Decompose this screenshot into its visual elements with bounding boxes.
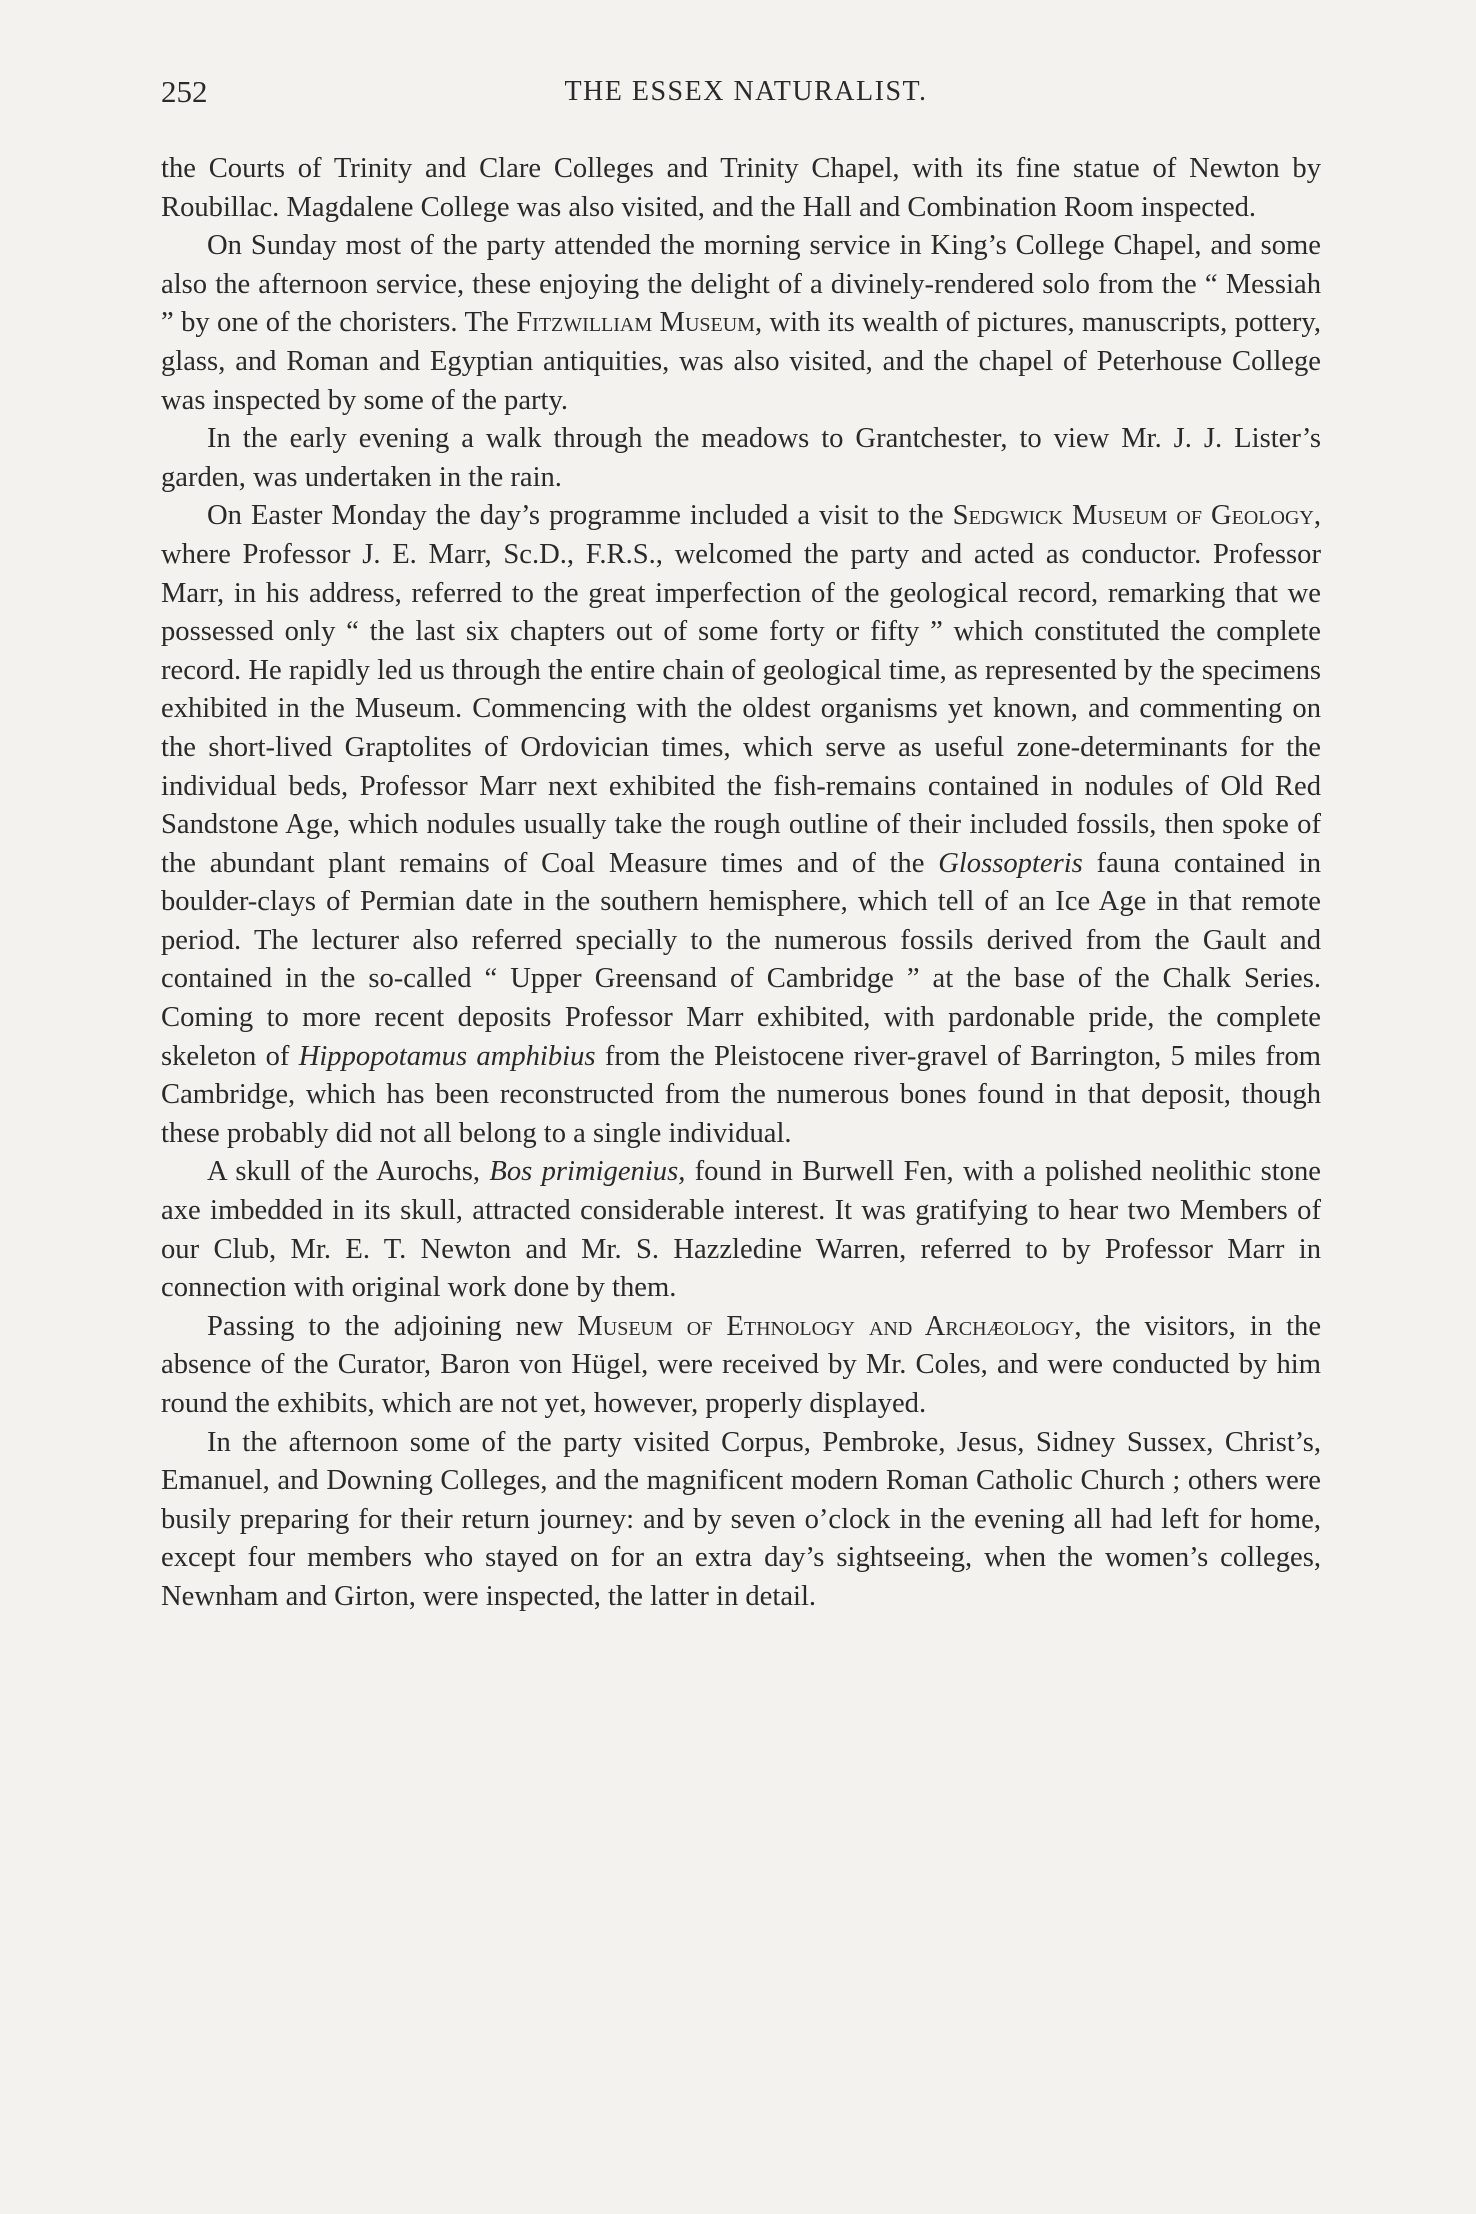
paragraph-2-text-a: On Sunday most of the party attended the morning service in King’s College Chapel, and some also the afternoon service, these enjoying the delight of a divinely-rendered solo from the “ Messiah ” by one of the choristers. The bbox=[161, 230, 1321, 339]
running-title: THE ESSEX NATURALIST. bbox=[564, 76, 928, 107]
page-header bbox=[161, 74, 1321, 114]
article-body bbox=[161, 150, 1321, 1617]
paragraph-2 bbox=[161, 227, 1321, 420]
glossopteris-name: Glossopteris bbox=[938, 847, 1083, 879]
paragraph-5-text-b: found in Burwell Fen, with a polished neolithic stone axe imbedded in its skull, attracted considerable interest. It was gratifying to hear two Members of our Club, Mr. E. T. Newton and Mr. S. Hazzledine Warren, referred to by Professor Marr in connection with original work done by them. bbox=[161, 1156, 1321, 1304]
paragraph-6-text-b: , the visitors, in the absence of the Curator, Baron von Hügel, were received by Mr. Coles, and were conducted by him round the exhibits, which are not yet, however, properly displayed. bbox=[161, 1310, 1322, 1419]
paragraph-1: the Courts of Trinity and Clare Colleges and Trinity Chapel, with its fine statue of Newton by Roubillac. Magdalene College was also visited, and the Hall and Combination Room inspected. bbox=[161, 153, 1321, 223]
ethnology-museum-name: Museum of Ethnology and Archæology bbox=[577, 1310, 1075, 1342]
paragraph-7: In the afternoon some of the party visited Corpus, Pembroke, Jesus, Sidney Sussex, Christ’s, Emanuel, and Downing Colleges, and the magnificent modern Roman Catholic Church ; others were busily preparing for their return journey: and by seven o’clock in the evening all had left for home, except four members who stayed on for an extra day’s sightseeing, when the women’s colleges, Newnham and Girton, were inspected, the latter in detail. bbox=[161, 1426, 1321, 1612]
paragraph-6 bbox=[161, 1308, 1321, 1424]
sedgwick-museum-name: Sedgwick Museum of Geology bbox=[952, 500, 1314, 532]
page-number: 252 bbox=[161, 74, 208, 109]
paragraph-4-text-d: from the Pleistocene river-gravel of Barrington, 5 miles from Cambridge, which has been reconstructed from the numerous bones found in that deposit, though these probably did not all belong to a single individual. bbox=[161, 1040, 1321, 1149]
fitzwilliam-museum-name: Fitzwilliam Museum bbox=[516, 307, 755, 339]
paragraph-4-text-a: On Easter Monday the day’s programme included a visit to the bbox=[207, 500, 953, 532]
paragraph-6-text-a: Passing to the adjoining new bbox=[207, 1310, 578, 1342]
bos-primigenius-name: Bos primigenius, bbox=[489, 1156, 686, 1188]
paragraph-3: In the early evening a walk through the meadows to Grantchester, to view Mr. J. J. Lister’s garden, was undertaken in the rain. bbox=[161, 423, 1321, 493]
paragraph-4-text-c: fauna contained in boulder-clays of Permian date in the southern hemisphere, which tell of an Ice Age in that remote period. The lecturer also referred specially to the numerous fossils derived from the Gault and contained in the so-called “ Upper Greensand of Cambridge ” at the base of the Chalk Series. Coming to more recent deposits Professor Marr exhibited, with pardonable pride, the complete skeleton of bbox=[161, 847, 1321, 1072]
paragraph-5 bbox=[161, 1153, 1321, 1307]
paragraph-4-text-b: , where Professor J. E. Marr, Sc.D., F.R.S., welcomed the party and acted as conductor. Professor Marr, in his address, referred to the great imperfection of the geological record, remarking that we possessed only “ the last six chapters out of some forty or fifty ” which constituted the complete record. He rapidly led us through the entire chain of geological time, as represented by the specimens exhibited in the Museum. Commencing with the oldest organisms yet known, and commenting on the short-lived Graptolites of Ordovician times, which serve as useful zone-determinants for the individual beds, Professor Marr next exhibited the fish-remains contained in nodules of Old Red Sandstone Age, which nodules usually take the rough outline of their included fossils, then spoke of the abundant plant remains of Coal Measure times and of the bbox=[161, 500, 1321, 879]
paragraph-4 bbox=[161, 497, 1321, 1153]
paragraph-5-text-a: A skull of the Aurochs, bbox=[207, 1156, 490, 1188]
paragraph-2-text-b: , with its wealth of pictures, manuscripts, pottery, glass, and Roman and Egyptian antiquities, was also visited, and the chapel of Peterhouse College was inspected by some of the party. bbox=[161, 307, 1321, 416]
hippopotamus-name: Hippopotamus amphibius bbox=[298, 1040, 596, 1072]
